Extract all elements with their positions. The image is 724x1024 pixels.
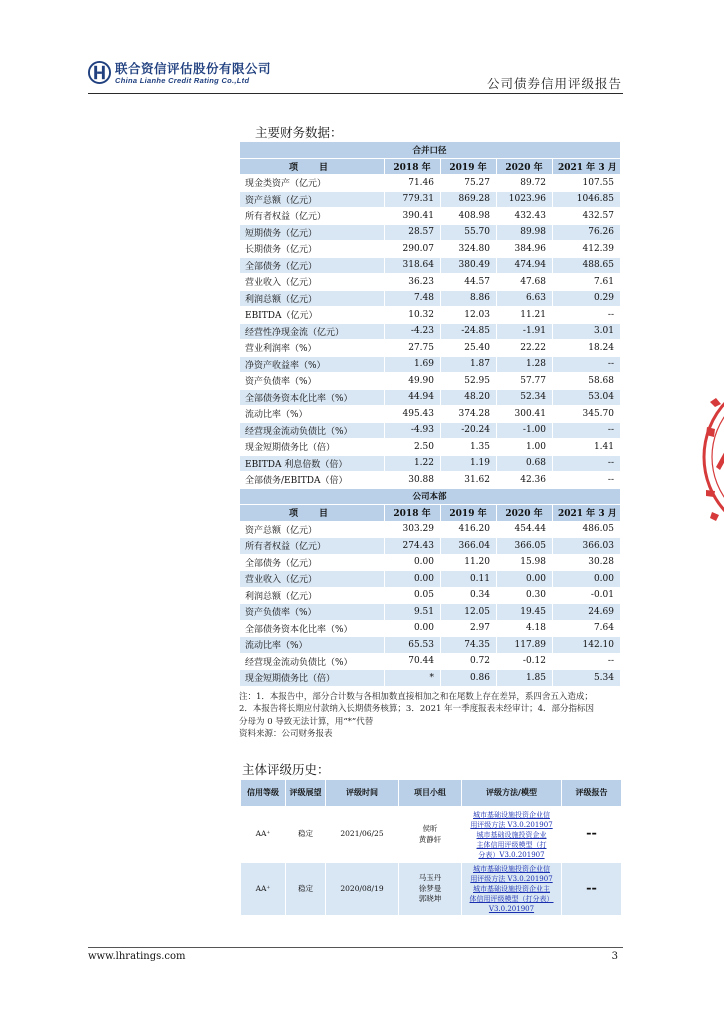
row-label: 现金短期债务比（倍） <box>240 439 385 456</box>
rating-outlook: 稳定 <box>286 807 326 863</box>
table-header-row <box>240 158 621 175</box>
row-value: 12.05 <box>441 604 497 621</box>
row-label: EBITDA 利息倍数（倍） <box>240 455 385 472</box>
column-header: 评级报告 <box>562 780 622 807</box>
row-label: 全部债务/EBITDA（倍） <box>240 472 385 489</box>
row-value: 25.40 <box>441 340 497 357</box>
row-value: -- <box>553 356 621 373</box>
rating-outlook: 稳定 <box>286 863 326 916</box>
row-value: 345.70 <box>553 406 621 423</box>
row-value: 52.34 <box>497 389 553 406</box>
table-row <box>240 587 621 604</box>
row-label: 净资产收益率（%） <box>240 356 385 373</box>
table-row <box>240 472 621 489</box>
row-value: 55.70 <box>441 224 497 241</box>
row-value: 0.86 <box>441 670 497 687</box>
row-value: 495.43 <box>385 406 441 423</box>
note-line: 2．本报告将长期应付款纳入长期债务核算；3．2021 年一季度报表未经审计；4．部分指标因 <box>239 704 595 715</box>
row-value: 366.03 <box>553 538 621 555</box>
row-label: 现金短期债务比（倍） <box>240 670 385 687</box>
seal-stamp-icon <box>702 372 724 542</box>
row-value: 3.01 <box>553 323 621 340</box>
table-row <box>240 439 621 456</box>
row-value: 290.07 <box>385 241 441 258</box>
rating-method-link[interactable] <box>462 807 562 863</box>
logo-chinese-name: 联合资信评估股份有限公司 <box>115 61 272 76</box>
row-value: 48.20 <box>441 389 497 406</box>
table-row <box>240 274 621 291</box>
table-row <box>240 670 621 687</box>
row-value: 58.68 <box>553 373 621 390</box>
row-value: 4.18 <box>497 620 553 637</box>
row-label: 全部债务（亿元） <box>240 554 385 571</box>
row-label: 利润总额（亿元） <box>240 290 385 307</box>
note-line: 注：1．本报告中，部分合计数与各相加数直接相加之和在尾数上存在差异，系四舍五入造成； <box>239 692 593 702</box>
team-member: 黄静轩 <box>418 834 442 844</box>
row-value: 89.98 <box>497 224 553 241</box>
table-row <box>240 356 621 373</box>
rating-method-link[interactable] <box>462 863 562 916</box>
row-value: 52.95 <box>441 373 497 390</box>
row-value: 24.69 <box>553 604 621 621</box>
row-value: 303.29 <box>385 521 441 538</box>
project-team <box>399 807 462 863</box>
rating-report: -- <box>562 863 622 916</box>
row-value: 22.22 <box>497 340 553 357</box>
row-value: 0.34 <box>441 587 497 604</box>
table-row <box>240 257 621 274</box>
row-value: 31.62 <box>441 472 497 489</box>
row-value: 42.36 <box>497 472 553 489</box>
table-row <box>240 620 621 637</box>
row-value: 9.51 <box>385 604 441 621</box>
row-value: 8.86 <box>441 290 497 307</box>
row-value: 12.03 <box>441 307 497 324</box>
row-label: 经营性净现金流（亿元） <box>240 323 385 340</box>
row-label: 营业利润率（%） <box>240 340 385 357</box>
row-label: 全部债务（亿元） <box>240 257 385 274</box>
table-group-header <box>240 142 621 159</box>
row-value: 2.97 <box>441 620 497 637</box>
row-label: 资产负债率（%） <box>240 373 385 390</box>
row-label: 资产总额（亿元） <box>240 521 385 538</box>
column-header: 评级时间 <box>326 780 399 807</box>
row-value: 15.98 <box>497 554 553 571</box>
table-row <box>240 373 621 390</box>
row-label: 资产总额（亿元） <box>240 191 385 208</box>
column-header: 项目小组 <box>399 780 462 807</box>
row-value: 70.44 <box>385 653 441 670</box>
row-value: 300.41 <box>497 406 553 423</box>
row-value: 0.72 <box>441 653 497 670</box>
row-value: 18.24 <box>553 340 621 357</box>
report-title: 公司债券信用评级报告 <box>486 76 622 91</box>
row-value: 486.05 <box>553 521 621 538</box>
team-member: 马玉丹 <box>418 873 442 883</box>
table-row <box>240 307 621 324</box>
table-row <box>240 637 621 654</box>
row-value: * <box>385 670 441 687</box>
row-value: 6.63 <box>497 290 553 307</box>
header-divider <box>88 93 623 94</box>
team-member: 侯昕 <box>422 824 438 833</box>
row-value: 74.35 <box>441 637 497 654</box>
row-value: 1.35 <box>441 439 497 456</box>
row-value: 107.55 <box>553 175 621 192</box>
row-value: 71.46 <box>385 175 441 192</box>
row-value: 1.28 <box>497 356 553 373</box>
row-label: 经营现金流动负债比（%） <box>240 422 385 439</box>
column-header: 信用等级 <box>241 780 286 807</box>
row-value: 384.96 <box>497 241 553 258</box>
row-value: 7.64 <box>553 620 621 637</box>
row-label: 营业收入（亿元） <box>240 571 385 588</box>
row-value: 408.98 <box>441 208 497 225</box>
row-value: -4.23 <box>385 323 441 340</box>
row-value: 416.20 <box>441 521 497 538</box>
row-value: 44.94 <box>385 389 441 406</box>
table-row <box>240 521 621 538</box>
method-line[interactable]: 主体信用评级模型（打 <box>476 840 547 849</box>
column-header: 2020 年 <box>497 158 553 175</box>
row-value: -- <box>553 653 621 670</box>
row-value: -- <box>553 472 621 489</box>
row-label: 所有者权益（亿元） <box>240 208 385 225</box>
row-value: 11.20 <box>441 554 497 571</box>
table-row <box>240 422 621 439</box>
project-team <box>399 863 462 916</box>
column-header: 评级方法/模型 <box>462 780 562 807</box>
row-value: 11.21 <box>497 307 553 324</box>
rating-report: -- <box>562 807 622 863</box>
footer-divider <box>88 947 623 948</box>
row-value: 366.04 <box>441 538 497 555</box>
row-value: -0.01 <box>553 587 621 604</box>
column-header: 2019 年 <box>441 158 497 175</box>
footer-url: www.lhratings.com <box>88 951 186 962</box>
row-value: 49.90 <box>385 373 441 390</box>
row-value: 0.05 <box>385 587 441 604</box>
row-value: 0.00 <box>385 554 441 571</box>
table-row <box>240 653 621 670</box>
table-row <box>240 389 621 406</box>
data-source: 资料来源：公司财务报表 <box>239 728 333 739</box>
row-value: 142.10 <box>553 637 621 654</box>
row-value: 65.53 <box>385 637 441 654</box>
rating-history-table <box>240 779 622 916</box>
team-member: 徐梦曼 <box>418 883 442 893</box>
row-value: 324.80 <box>441 241 497 258</box>
table-row <box>240 538 621 555</box>
row-value: 318.64 <box>385 257 441 274</box>
table-row <box>241 807 622 863</box>
row-value: 869.28 <box>441 191 497 208</box>
method-line[interactable]: V3.0.201907 <box>488 905 535 913</box>
row-value: 10.32 <box>385 307 441 324</box>
table-header-row <box>241 780 622 807</box>
column-header: 2021 年 3 月 <box>553 505 621 522</box>
row-value: 0.00 <box>553 571 621 588</box>
row-value: 366.05 <box>497 538 553 555</box>
row-value: 57.77 <box>497 373 553 390</box>
column-header: 评级展望 <box>286 780 326 807</box>
method-line[interactable]: 城市基础设施投资企业主 <box>473 885 550 893</box>
row-value: -- <box>553 307 621 324</box>
row-label: 全部债务资本化比率（%） <box>240 389 385 406</box>
row-value: -0.12 <box>497 653 553 670</box>
row-value: 1.22 <box>385 455 441 472</box>
table-row <box>240 455 621 472</box>
group-label: 合并口径 <box>240 142 621 159</box>
row-value: -4.93 <box>385 422 441 439</box>
row-value: 390.41 <box>385 208 441 225</box>
row-value: -- <box>553 455 621 472</box>
row-label: 短期债务（亿元） <box>240 224 385 241</box>
row-label: 流动比率（%） <box>240 406 385 423</box>
row-value: 44.57 <box>441 274 497 291</box>
row-value: 117.89 <box>497 637 553 654</box>
row-value: 0.68 <box>497 455 553 472</box>
row-value: 0.00 <box>385 620 441 637</box>
method-line[interactable]: 城市基础设施投资企业信 <box>473 865 550 873</box>
row-value: 454.44 <box>497 521 553 538</box>
row-value: 1.00 <box>497 439 553 456</box>
table-row <box>240 406 621 423</box>
row-value: 779.31 <box>385 191 441 208</box>
row-value: 380.49 <box>441 257 497 274</box>
row-value: -1.00 <box>497 422 553 439</box>
method-line[interactable]: 体信用评级模型（打分表） <box>469 895 554 903</box>
row-label: 流动比率（%） <box>240 637 385 654</box>
row-value: 1.69 <box>385 356 441 373</box>
row-value: 2.50 <box>385 439 441 456</box>
financial-data-title: 主要财务数据： <box>255 125 343 140</box>
row-value: 89.72 <box>497 175 553 192</box>
row-value: 412.39 <box>553 241 621 258</box>
credit-rating: AA⁺ <box>241 807 286 863</box>
table-row <box>240 224 621 241</box>
row-label: 经营现金流动负债比（%） <box>240 653 385 670</box>
table-row <box>241 863 622 916</box>
column-header: 2018 年 <box>385 158 441 175</box>
table-row <box>240 323 621 340</box>
row-value: -1.91 <box>497 323 553 340</box>
table-group-header <box>240 488 621 505</box>
row-value: 0.00 <box>385 571 441 588</box>
logo-english-name: China Lianhe Credit Rating Co.,Ltd <box>115 76 250 85</box>
row-value: 27.75 <box>385 340 441 357</box>
table-row <box>240 208 621 225</box>
row-value: -20.24 <box>441 422 497 439</box>
note-line: 分母为 0 导致无法计算，用“*”代替 <box>239 716 374 727</box>
row-label: 全部债务资本化比率（%） <box>240 620 385 637</box>
row-value: -24.85 <box>441 323 497 340</box>
lianhe-logo-icon <box>88 61 111 84</box>
row-value: 1046.85 <box>553 191 621 208</box>
row-value: 36.23 <box>385 274 441 291</box>
column-header: 项 目 <box>240 505 385 522</box>
row-label: 现金类资产（亿元） <box>240 175 385 192</box>
row-label: EBITDA（亿元） <box>240 307 385 324</box>
row-label: 利润总额（亿元） <box>240 587 385 604</box>
method-line[interactable]: 分表）V3.0.201907 <box>478 850 545 859</box>
row-value: 7.48 <box>385 290 441 307</box>
row-value: 0.11 <box>441 571 497 588</box>
table-row <box>240 191 621 208</box>
table-notes <box>239 691 624 740</box>
row-value: 474.94 <box>497 257 553 274</box>
table-row <box>240 554 621 571</box>
row-label: 营业收入（亿元） <box>240 274 385 291</box>
table-row <box>240 340 621 357</box>
row-value: 274.43 <box>385 538 441 555</box>
row-value: 1.19 <box>441 455 497 472</box>
table-row <box>240 175 621 192</box>
table-row <box>240 290 621 307</box>
method-line[interactable]: 城市基础设施投资企业信 <box>473 810 550 819</box>
row-value: 30.28 <box>553 554 621 571</box>
row-value: 53.04 <box>553 389 621 406</box>
company-logo <box>88 58 272 92</box>
row-value: 5.34 <box>553 670 621 687</box>
row-value: 432.57 <box>553 208 621 225</box>
row-value: 1.85 <box>497 670 553 687</box>
table-row <box>240 241 621 258</box>
row-value: 1.41 <box>553 439 621 456</box>
page-number: 3 <box>611 951 618 962</box>
row-value: 76.26 <box>553 224 621 241</box>
method-line[interactable]: 城市基础设施投资企业 <box>476 830 547 839</box>
table-header-row <box>240 505 621 522</box>
row-value: 0.30 <box>497 587 553 604</box>
method-line[interactable]: 用评级方法 V3.0.201907 <box>470 820 553 829</box>
row-label: 长期债务（亿元） <box>240 241 385 258</box>
row-value: 1023.96 <box>497 191 553 208</box>
table-row <box>240 571 621 588</box>
row-value: 0.29 <box>553 290 621 307</box>
rating-date: 2021/06/25 <box>326 807 399 863</box>
column-header: 2019 年 <box>441 505 497 522</box>
group-label: 公司本部 <box>240 488 621 505</box>
rating-date: 2020/08/19 <box>326 863 399 916</box>
team-member: 郭晓坤 <box>418 894 442 904</box>
column-header: 2018 年 <box>385 505 441 522</box>
column-header: 项 目 <box>240 158 385 175</box>
row-value: -- <box>553 422 621 439</box>
row-value: 30.88 <box>385 472 441 489</box>
row-value: 374.28 <box>441 406 497 423</box>
row-value: 1.87 <box>441 356 497 373</box>
rating-history-title: 主体评级历史： <box>242 762 330 777</box>
row-value: 432.43 <box>497 208 553 225</box>
method-line[interactable]: 用评级方法 V3.0.201907 <box>470 875 553 883</box>
row-value: 19.45 <box>497 604 553 621</box>
row-value: 0.00 <box>497 571 553 588</box>
row-value: 7.61 <box>553 274 621 291</box>
row-label: 资产负债率（%） <box>240 604 385 621</box>
table-row <box>240 604 621 621</box>
row-label: 所有者权益（亿元） <box>240 538 385 555</box>
row-value: 28.57 <box>385 224 441 241</box>
row-value: 75.27 <box>441 175 497 192</box>
column-header: 2021 年 3 月 <box>553 158 621 175</box>
row-value: 488.65 <box>553 257 621 274</box>
credit-rating: AA⁺ <box>241 863 286 916</box>
row-value: 47.68 <box>497 274 553 291</box>
column-header: 2020 年 <box>497 505 553 522</box>
financial-data-table <box>239 141 621 687</box>
